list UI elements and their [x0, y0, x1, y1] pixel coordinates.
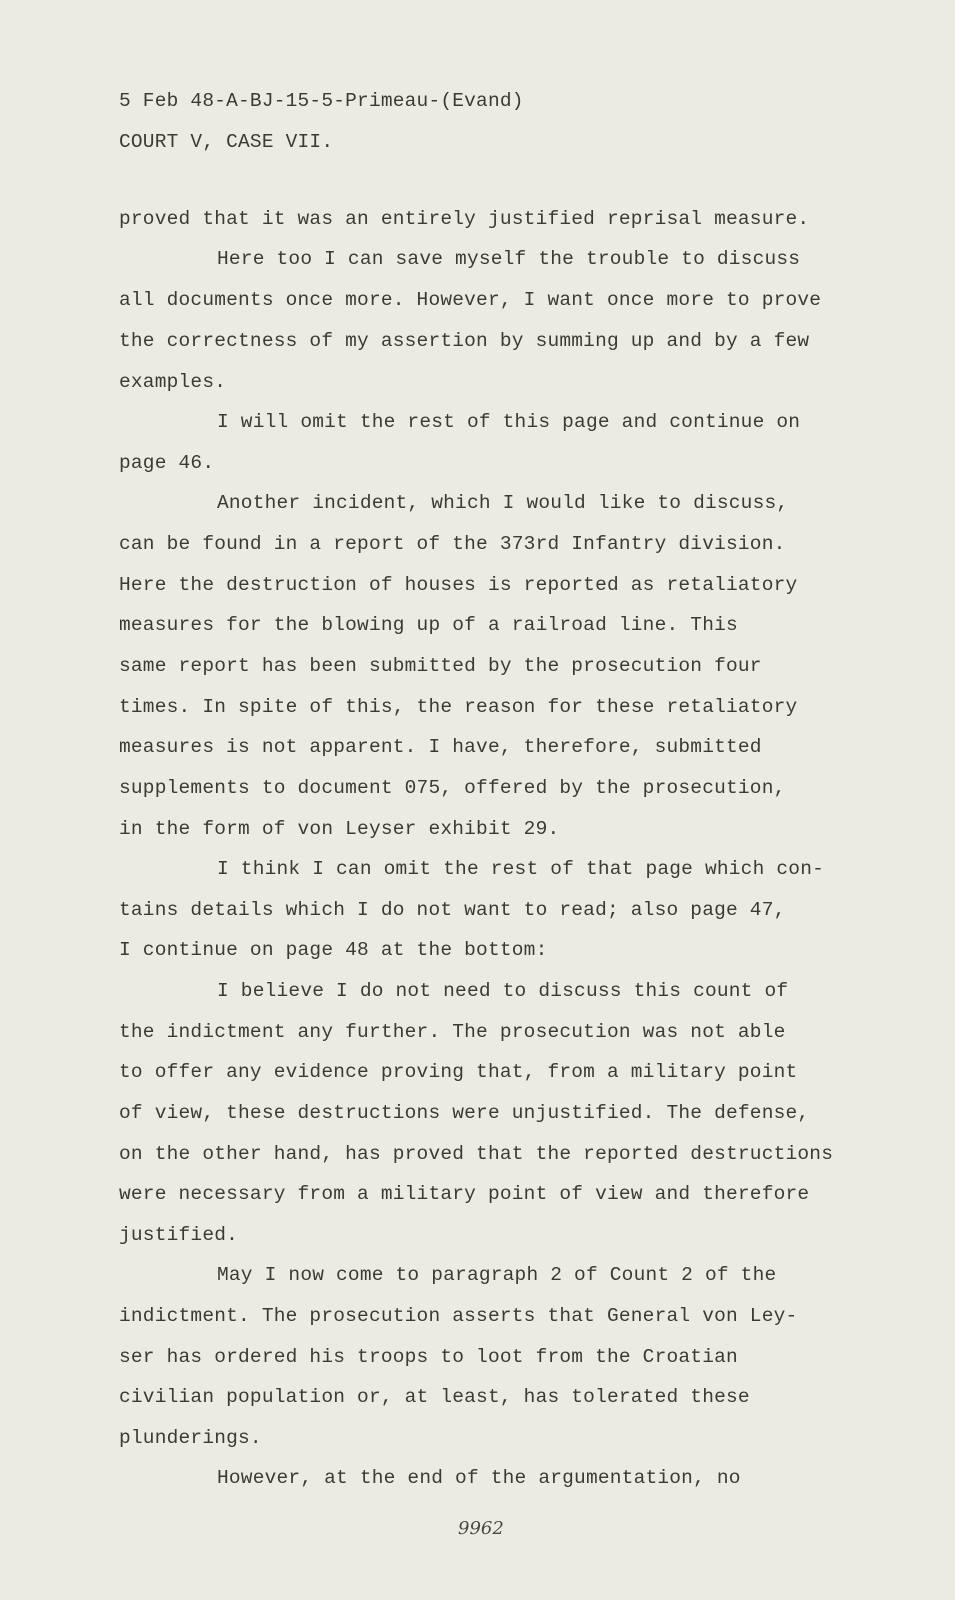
- body-line: measures is not apparent. I have, therefore, submitted: [119, 736, 762, 758]
- body-line: all documents once more. However, I want once more to prove: [119, 289, 822, 311]
- body-line: can be found in a report of the 373rd Infantry division.: [119, 533, 786, 555]
- body-line: plunderings.: [119, 1427, 262, 1449]
- header-line-1: 5 Feb 48-A-BJ-15-5-Primeau-(Evand): [119, 90, 524, 112]
- body-line: indictment. The prosecution asserts that General von Ley-: [119, 1305, 798, 1327]
- body-line: tains details which I do not want to read; also page 47,: [119, 899, 786, 921]
- page-number: 9962: [458, 1518, 504, 1539]
- body-line: of view, these destructions were unjustified. The defense,: [119, 1102, 810, 1124]
- body-line: examples.: [119, 371, 227, 393]
- body-line: same report has been submitted by the prosecution four: [119, 655, 762, 677]
- body-line: to offer any evidence proving that, from a military point: [119, 1061, 798, 1083]
- body-line: measures for the blowing up of a railroad line. This: [119, 614, 738, 636]
- body-line: justified.: [119, 1224, 239, 1246]
- body-line: I continue on page 48 at the bottom:: [119, 939, 548, 961]
- body-line: were necessary from a military point of view and therefore: [119, 1183, 810, 1205]
- body-line: I will omit the rest of this page and continue on: [217, 411, 801, 433]
- body-line: the correctness of my assertion by summing up and by a few: [119, 330, 810, 352]
- body-line: proved that it was an entirely justified reprisal measure.: [119, 208, 810, 230]
- body-line: However, at the end of the argumentation, no: [217, 1467, 741, 1489]
- body-line: times. In spite of this, the reason for these retaliatory: [119, 696, 798, 718]
- header-line-2: COURT V, CASE VII.: [119, 131, 334, 153]
- body-line: supplements to document 075, offered by the prosecution,: [119, 777, 786, 799]
- body-line: on the other hand, has proved that the reported destructions: [119, 1143, 834, 1165]
- body-line: Here the destruction of houses is reported as retaliatory: [119, 574, 798, 596]
- body-line: in the form of von Leyser exhibit 29.: [119, 818, 560, 840]
- body-line: ser has ordered his troops to loot from the Croatian: [119, 1346, 738, 1368]
- body-line: civilian population or, at least, has tolerated these: [119, 1386, 750, 1408]
- body-line: I think I can omit the rest of that page which con-: [217, 858, 824, 880]
- body-line: the indictment any further. The prosecution was not able: [119, 1021, 786, 1043]
- body-line: Another incident, which I would like to discuss,: [217, 492, 789, 514]
- body-line: Here too I can save myself the trouble to discuss: [217, 248, 801, 270]
- body-line: I believe I do not need to discuss this count of: [217, 980, 789, 1002]
- body-line: May I now come to paragraph 2 of Count 2 of the: [217, 1264, 777, 1286]
- body-line: page 46.: [119, 452, 215, 474]
